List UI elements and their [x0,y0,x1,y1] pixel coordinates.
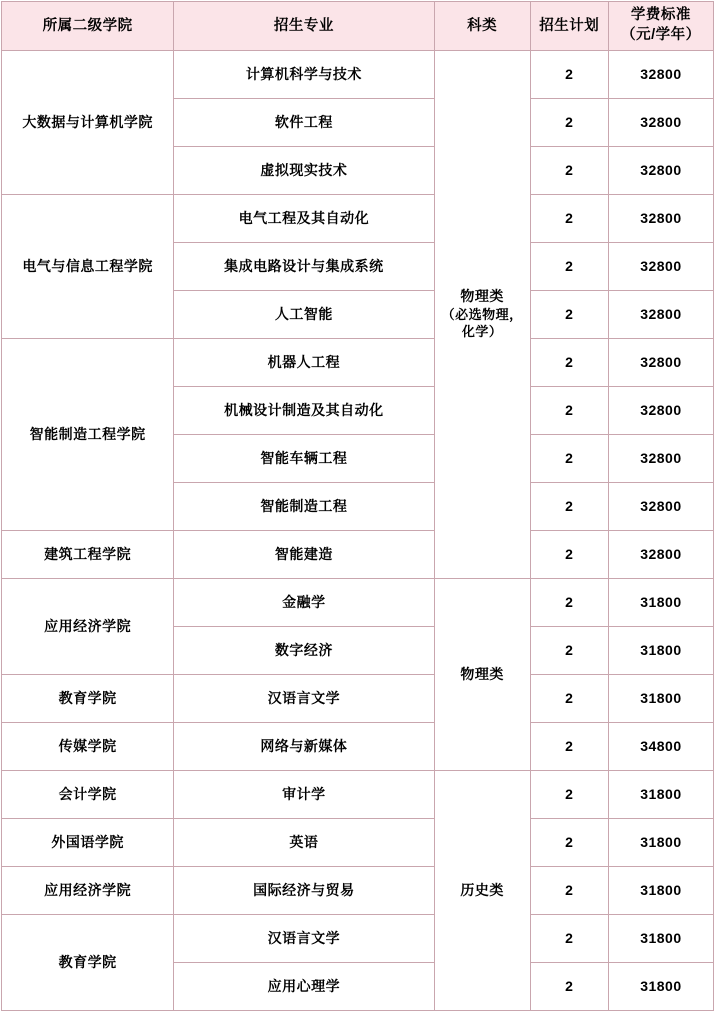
category-main: 物理类 [460,665,504,682]
cell-fee: 31800 [608,867,713,915]
cell-major: 机械设计制造及其自动化 [174,387,434,435]
cell-major: 英语 [174,819,434,867]
column-header-fee-line1: 学费标准 [630,7,691,24]
cell-college: 智能制造工程学院 [2,339,174,531]
table-header [2,2,714,51]
cell-fee: 32800 [608,291,713,339]
cell-major: 汉语言文学 [174,915,434,963]
cell-fee: 32800 [608,483,713,531]
admissions-plan-sheet [0,1,715,994]
cell-major: 汉语言文学 [174,675,434,723]
table-row [2,339,714,387]
cell-plan: 2 [530,51,608,99]
column-header-major: 招生专业 [174,2,434,51]
cell-major: 智能车辆工程 [174,435,434,483]
cell-major: 电气工程及其自动化 [174,195,434,243]
cell-college: 传媒学院 [2,723,174,771]
column-header-fee [608,2,713,51]
table-row [2,915,714,963]
table-body [2,51,714,1011]
cell-fee: 32800 [608,435,713,483]
table-row [2,531,714,579]
cell-college: 大数据与计算机学院 [2,51,174,195]
cell-major: 软件工程 [174,99,434,147]
column-header-college: 所属二级学院 [2,2,174,51]
cell-category [434,771,530,1011]
admissions-plan-table [1,1,714,1011]
table-row [2,723,714,771]
cell-plan: 2 [530,579,608,627]
cell-plan: 2 [530,291,608,339]
cell-plan: 2 [530,531,608,579]
table-row [2,675,714,723]
cell-category [434,51,530,579]
cell-fee: 31800 [608,627,713,675]
cell-plan: 2 [530,867,608,915]
table-row [2,579,714,627]
table-row [2,867,714,915]
cell-plan: 2 [530,819,608,867]
cell-major: 计算机科学与技术 [174,51,434,99]
cell-fee: 31800 [608,771,713,819]
cell-college: 应用经济学院 [2,579,174,675]
cell-fee: 31800 [608,579,713,627]
cell-fee: 31800 [608,963,713,1011]
cell-fee: 31800 [608,819,713,867]
cell-plan: 2 [530,675,608,723]
cell-major: 虚拟现实技术 [174,147,434,195]
cell-plan: 2 [530,435,608,483]
cell-major: 智能制造工程 [174,483,434,531]
cell-plan: 2 [530,915,608,963]
table-row [2,195,714,243]
cell-plan: 2 [530,195,608,243]
table-row [2,819,714,867]
cell-college: 会计学院 [2,771,174,819]
cell-major: 金融学 [174,579,434,627]
cell-plan: 2 [530,147,608,195]
cell-college: 教育学院 [2,675,174,723]
column-header-plan: 招生计划 [530,2,608,51]
column-header-category: 科类 [434,2,530,51]
cell-college: 电气与信息工程学院 [2,195,174,339]
cell-plan: 2 [530,723,608,771]
cell-major: 应用心理学 [174,963,434,1011]
cell-fee: 32800 [608,531,713,579]
cell-plan: 2 [530,963,608,1011]
cell-plan: 2 [530,771,608,819]
cell-major: 人工智能 [174,291,434,339]
cell-category [434,579,530,771]
table-row [2,771,714,819]
cell-major: 数字经济 [174,627,434,675]
cell-plan: 2 [530,243,608,291]
cell-fee: 31800 [608,675,713,723]
cell-major: 机器人工程 [174,339,434,387]
cell-fee: 31800 [608,915,713,963]
table-row [2,51,714,99]
category-main: 历史类 [460,881,504,898]
cell-plan: 2 [530,627,608,675]
cell-plan: 2 [530,483,608,531]
cell-college: 应用经济学院 [2,867,174,915]
cell-plan: 2 [530,339,608,387]
cell-fee: 32800 [608,339,713,387]
table-header-row [2,2,714,51]
cell-major: 网络与新媒体 [174,723,434,771]
cell-college: 建筑工程学院 [2,531,174,579]
cell-college: 教育学院 [2,915,174,1011]
cell-fee: 34800 [608,723,713,771]
category-main: 物理类 [460,288,504,305]
cell-major: 国际经济与贸易 [174,867,434,915]
category-sub: （必选物理，化学） [441,306,523,340]
cell-fee: 32800 [608,147,713,195]
column-header-fee-line2: （元/学年） [621,27,701,43]
cell-plan: 2 [530,387,608,435]
cell-fee: 32800 [608,243,713,291]
cell-fee: 32800 [608,51,713,99]
cell-plan: 2 [530,99,608,147]
cell-fee: 32800 [608,99,713,147]
cell-major: 智能建造 [174,531,434,579]
cell-fee: 32800 [608,387,713,435]
cell-fee: 32800 [608,195,713,243]
cell-college: 外国语学院 [2,819,174,867]
cell-major: 集成电路设计与集成系统 [174,243,434,291]
cell-major: 审计学 [174,771,434,819]
